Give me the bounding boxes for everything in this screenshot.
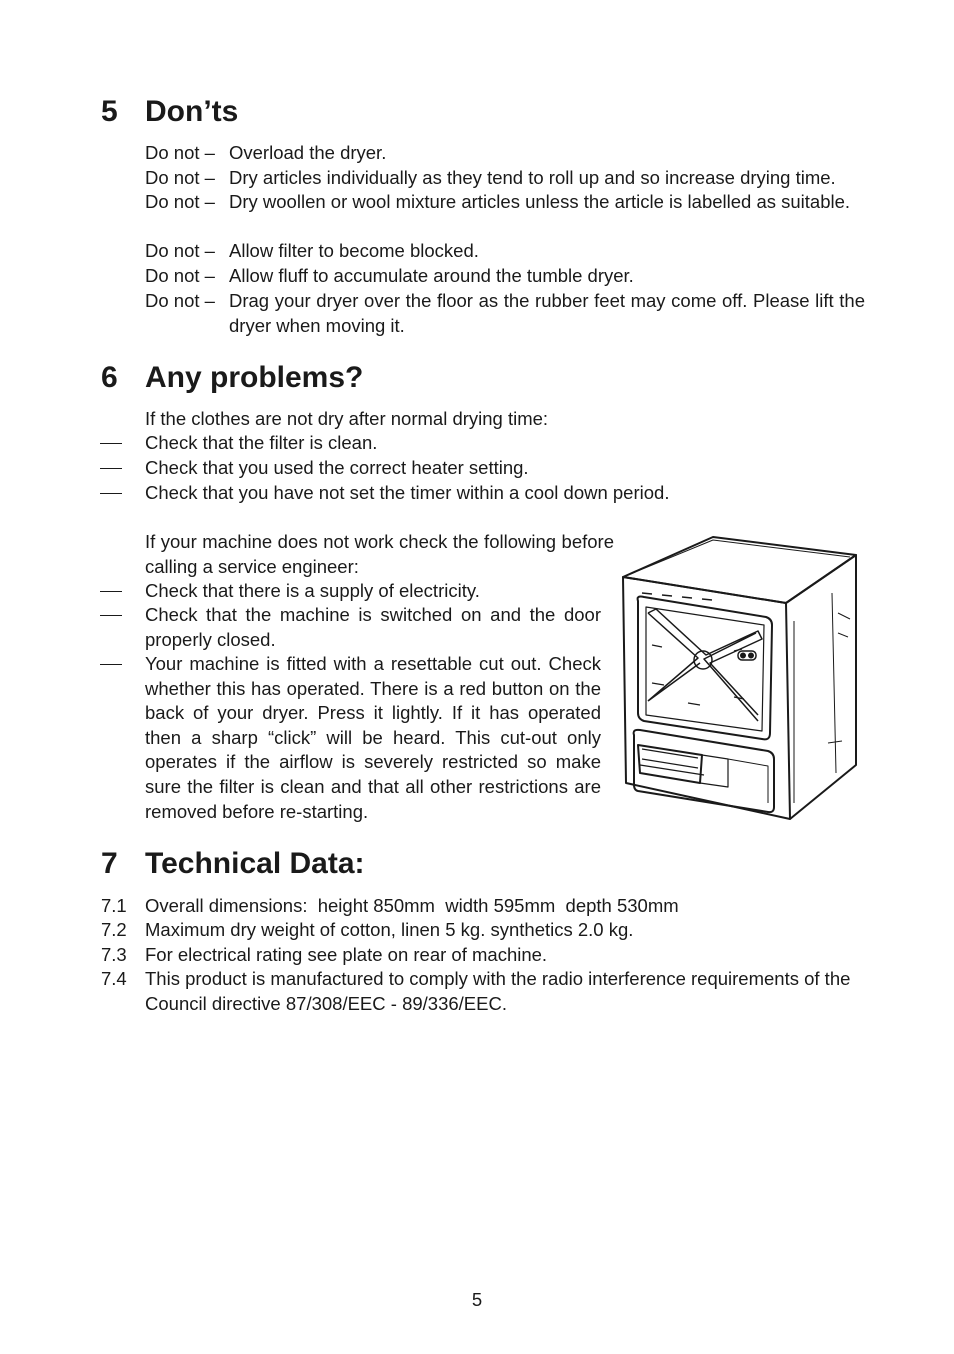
check-text: Check that you used the correct heater setting. (145, 457, 529, 478)
dont-text: Allow filter to become blocked. (229, 240, 479, 261)
tech-number: 7.4 (101, 968, 127, 989)
dont-text: Dry articles individually as they tend to roll up and so increase drying time. (229, 167, 836, 188)
check-text: Check that the machine is switched on and the door properly closed. (145, 604, 601, 650)
tech-number: 7.3 (101, 944, 127, 965)
section-title: Don’ts (145, 95, 239, 128)
dont-prefix: Do not – (145, 191, 215, 212)
section-title: Technical Data: (145, 847, 365, 880)
dont-text: Dry woollen or wool mixture articles unless the article is labelled as suitable. (229, 191, 851, 212)
page-number: 5 (471, 1289, 483, 1310)
check-text: Your machine is fitted with a resettable cut out. Check whether this has operated. There is a red button on the back of your dryer. Press it lightly. If it has operated then a sharp “click” will be heard. This cut-out only operates if the airflow is severely restricted so make sure the filter is clean and that all other restrictions are removed before re-starting. (145, 653, 601, 822)
tech-text: Maximum dry weight of cotton, linen 5 kg. synthetics 2.0 kg. (145, 919, 634, 940)
tech-text: Overall dimensions: height 850mm width 595mm depth 530mm (145, 895, 679, 916)
section-number: 6 (101, 361, 118, 394)
section-number: 5 (101, 95, 118, 128)
tech-text: For electrical rating see plate on rear of machine. (145, 944, 548, 965)
check-text: Check that the filter is clean. (145, 432, 378, 453)
dont-prefix: Do not – (145, 167, 215, 188)
check-text: Check that there is a supply of electricity. (145, 580, 480, 601)
dont-prefix: Do not – (145, 290, 215, 311)
dont-text: Overload the dryer. (229, 142, 387, 163)
tech-number: 7.2 (101, 919, 127, 940)
section-title: Any problems? (145, 361, 364, 394)
section-number: 7 (101, 847, 118, 880)
intro-text: If the clothes are not dry after normal drying time: (145, 408, 549, 429)
dont-prefix: Do not – (145, 265, 215, 286)
dont-prefix: Do not – (145, 142, 215, 163)
dryer-illustration (618, 533, 862, 823)
dont-text: Allow fluff to accumulate around the tumble dryer. (229, 265, 634, 286)
intro-text: If your machine does not work check the following before calling a service engineer: (145, 531, 614, 577)
dont-prefix: Do not – (145, 240, 215, 261)
tech-number: 7.1 (101, 895, 127, 916)
dont-text: Drag your dryer over the floor as the rubber feet may come off. Please lift the dryer when moving it. (229, 290, 865, 336)
tech-text: This product is manufactured to comply with the radio interference requirements of the Council directive 87/308/EEC - 89/336/EEC. (145, 968, 851, 1014)
check-text: Check that you have not set the timer within a cool down period. (145, 482, 670, 503)
